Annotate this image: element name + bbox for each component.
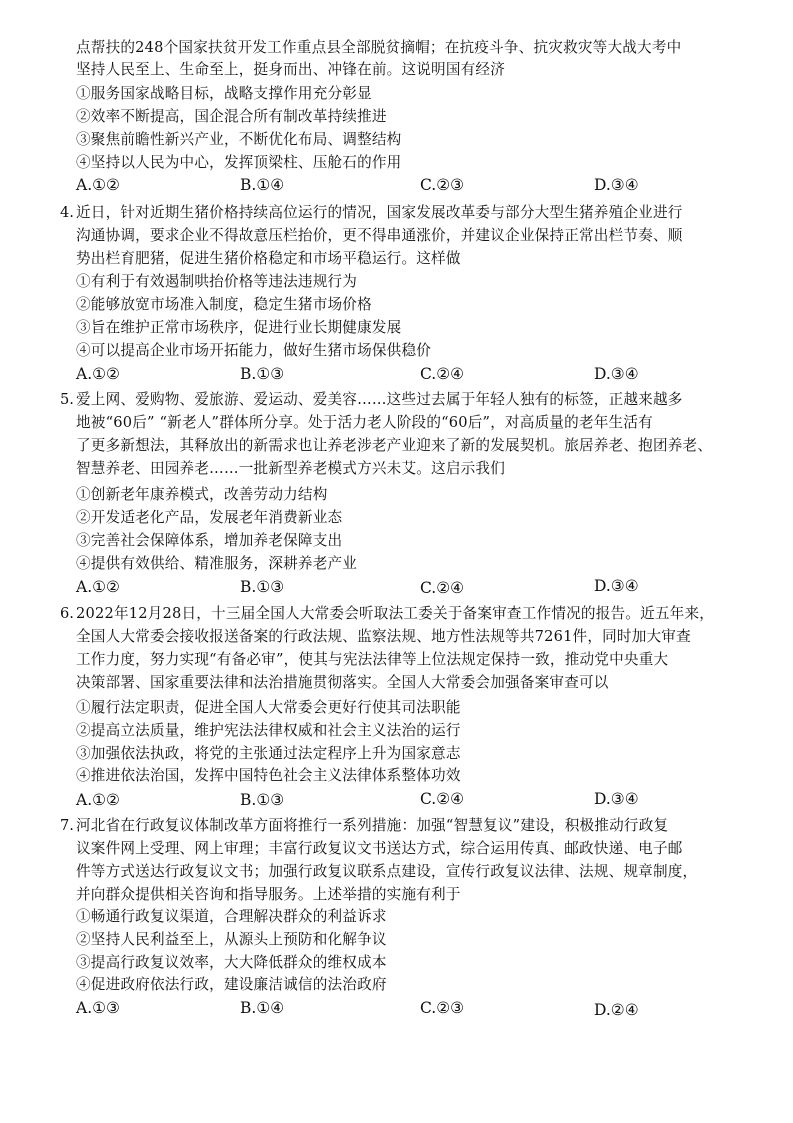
question-7-option-c[interactable]: C.②③ [420,999,465,1017]
question-6-number: 6. [60,605,74,622]
question-6-option-c[interactable]: C.②④ [420,790,465,808]
question-3-statement-3: ③聚焦前瞻性新兴产业，不断优化布局、调整结构 [76,131,402,148]
question-5-line-3: 了更多新想法，其释放出的新需求也让养老涉老产业迎来了新的发展契机。旅居养老、抱团养老、 [76,437,713,454]
question-7-statement-3: ③提高行政复议效率，大大降低群众的维权成本 [76,954,387,971]
question-4-option-d[interactable]: D.③④ [594,365,639,383]
question-3-option-a[interactable]: A.①② [76,176,120,194]
question-6-option-b[interactable]: B.①③ [240,791,285,809]
question-4-statement-2: ②能够放宽市场准入制度，稳定生猪市场价格 [76,296,372,313]
question-4-number: 4. [60,204,74,221]
question-5-line-1: 爱上网、爱购物、爱旅游、爱运动、爱美容……这些过去属于年轻人独有的标签，正越来越多 [76,391,683,408]
question-3-line-1: 点帮扶的248个国家扶贫开发工作重点县全部脱贫摘帽；在抗疫斗争、抗灾救灾等大战大考中 [76,39,682,56]
question-3-option-c[interactable]: C.②③ [420,176,465,194]
question-4-statement-1: ①有利于有效遏制哄抬价格等违法违规行为 [76,273,358,290]
question-7-option-d[interactable]: D.②④ [594,1001,639,1019]
question-6-option-d[interactable]: D.③④ [594,790,639,808]
question-5-line-2: 地被“60后” “新老人”群体所分享。处于活力老人阶段的“60后”，对高质量的老年生活有 [76,414,653,431]
question-3-statement-2: ②效率不断提高，国企混合所有制改革持续推进 [76,108,387,125]
question-6-line-1: 2022年12月28日，十三届全国人大常委会听取法工委关于备案审查工作情况的报告。近五年来， [76,605,715,622]
question-4-option-a[interactable]: A.①② [76,365,120,383]
question-5-option-b[interactable]: B.①③ [240,578,285,596]
question-5-line-4: 智慧养老、田园养老……一批新型养老模式方兴未艾。这启示我们 [76,460,506,477]
question-4-option-c[interactable]: C.②④ [420,365,465,383]
question-5-statement-4: ④提供有效供给、精准服务，深耕养老产业 [76,555,358,572]
question-4-line-1: 近日，针对近期生猪价格持续高位运行的情况，国家发展改革委与部分大型生猪养殖企业进行 [76,204,683,221]
question-6-line-4: 决策部署、国家重要法律和法治措施贯彻落实。全国人大常委会加强备案审查可以 [76,674,609,691]
question-7-line-3: 件等方式送达行政复议文书；加强行政复议联系点建设，宣传行政复议法律、法规、规章制度， [76,863,698,880]
question-3-line-2: 坚持人民至上、生命至上，挺身而出、冲锋在前。这说明国有经济 [76,61,506,78]
question-5-option-a[interactable]: A.①② [76,578,120,596]
question-7-line-4: 并向群众提供相关咨询和指导服务。上述举措的实施有利于 [76,886,461,903]
question-7-option-a[interactable]: A.①③ [76,999,120,1017]
question-6-line-3: 工作力度，努力实现“有备必审”，使其与宪法法律等上位法规定保持一致，推动党中央重大 [76,651,669,668]
question-5-statement-1: ①创新老年康养模式，改善劳动力结构 [76,486,328,503]
question-5-statement-2: ②开发适老化产品，发展老年消费新业态 [76,509,343,526]
question-5-statement-3: ③完善社会保障体系，增加养老保障支出 [76,532,343,549]
question-6-line-2: 全国人大常委会接收报送备案的行政法规、监察法规、地方性法规等共7261件，同时加大审查 [76,628,691,645]
question-6-option-a[interactable]: A.①② [76,791,120,809]
question-4-statement-4: ④可以提高企业市场开拓能力，做好生猪市场保供稳价 [76,342,432,359]
question-5-option-c[interactable]: C.②④ [420,579,465,597]
question-7-number: 7. [60,817,74,834]
question-7-statement-4: ④促进政府依法行政，建设廉洁诚信的法治政府 [76,976,387,993]
question-7-line-1: 河北省在行政复议体制改革方面将推行一系列措施：加强“智慧复议”建设，积极推动行政复 [76,817,669,834]
question-4-line-3: 势出栏育肥猪，促进生猪价格稳定和市场平稳运行。这样做 [76,250,461,267]
question-6-statement-2: ②提高立法质量，维护宪法法律权威和社会主义法治的运行 [76,722,461,739]
question-5-number: 5. [60,391,74,408]
question-4-option-b[interactable]: B.①③ [240,365,285,383]
question-6-statement-1: ①履行法定职责，促进全国人大常委会更好行使其司法职能 [76,699,461,716]
question-4-line-2: 沟通协调，要求企业不得故意压栏抬价，更不得串通涨价，并建议企业保持正常出栏节奏、顺 [76,227,683,244]
question-3-statement-4: ④坚持以人民为中心，发挥顶梁柱、压舱石的作用 [76,154,402,171]
question-3-statement-1: ①服务国家战略目标，战略支撑作用充分彰显 [76,85,372,102]
question-6-statement-3: ③加强依法执政，将党的主张通过法定程序上升为国家意志 [76,745,461,762]
question-7-option-b[interactable]: B.①④ [240,999,285,1017]
question-6-statement-4: ④推进依法治国，发挥中国特色社会主义法律体系整体功效 [76,767,461,784]
question-7-statement-1: ①畅通行政复议渠道，合理解决群众的利益诉求 [76,908,387,925]
question-7-statement-2: ②坚持人民利益至上，从源头上预防和化解争议 [76,931,387,948]
question-7-line-2: 议案件网上受理、网上审理；丰富行政复议文书送达方式，综合运用传真、邮政快递、电子邮 [76,840,683,857]
question-3-option-b[interactable]: B.①④ [240,176,285,194]
question-4-statement-3: ③旨在维护正常市场秩序，促进行业长期健康发展 [76,319,402,336]
question-3-option-d[interactable]: D.③④ [594,176,639,194]
question-5-option-d[interactable]: D.③④ [594,577,639,595]
